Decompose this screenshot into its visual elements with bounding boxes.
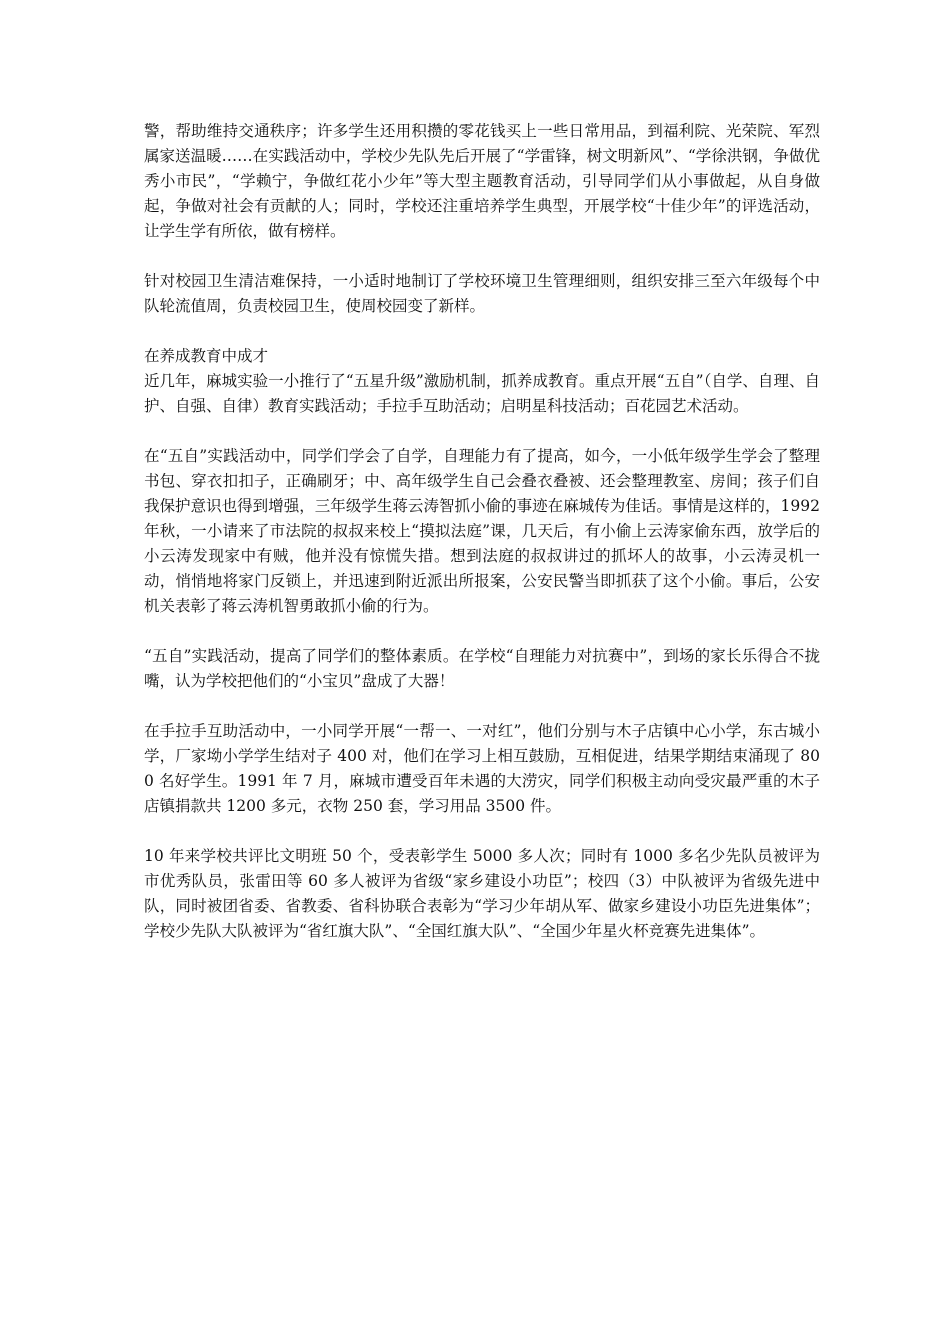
- paragraph-5: “五自”实践活动，提高了同学们的整体素质。在学校“自理能力对抗赛中”，到场的家长乐得合不拢嘴，认为学校把他们的“小宝贝”盘成了大器！: [144, 647, 820, 690]
- paragraph-1: 警，帮助维持交通秩序；许多学生还用积攒的零花钱买上一些日常用品，到福利院、光荣院、军烈属家送温暖……在实践活动中，学校少先队先后开展了“学雷锋，树文明新风”、“学徐洪钢，争做优秀小市民”，“学赖宁，争做红花小少年”等大型主题教育活动，引导同学们从小事做起，从自身做起，争做对社会有贡献的人；同时，学校还注重培养学生典型，开展学校“十佳少年”的评选活动，让学生学有所依，做有榜样。: [144, 122, 820, 240]
- paragraph-6: 在手拉手互助活动中，一小同学开展“一帮一、一对红”，他们分别与木子店镇中心小学，东古城小学，厂家坳小学学生结对子 400 对，他们在学习上相互鼓励，互相促进，结果学期结束涌现了 800 名好学生。1991 年 7 月，麻城市遭受百年未遇的大涝灾，同学们积极主动向受灾最严重的木子店镇捐款共 1200 多元，衣物 250 套，学习用品 3500 件。: [144, 722, 820, 815]
- paragraph-7: 10 年来学校共评比文明班 50 个，受表彰学生 5000 多人次；同时有 1000 多名少先队员被评为市优秀队员，张雷田等 60 多人被评为省级“家乡建设小功臣”；校四（3）中队被评为省级先进中队，同时被团省委、省教委、省科协联合表彰为“学习少年胡从军、做家乡建设小功臣先进集体”；学校少先队大队被评为“省红旗大队”、“全国红旗大队”、“全国少年星火杯竞赛先进集体”。: [144, 847, 820, 940]
- section-heading: 在养成教育中成才: [144, 347, 269, 365]
- paragraph-2: 针对校园卫生清洁难保持，一小适时地制订了学校环境卫生管理细则，组织安排三至六年级每个中队轮流值周，负责校园卫生，使周校园变了新样。: [144, 272, 820, 315]
- paragraph-4: 在“五自”实践活动中，同学们学会了自学，自理能力有了提高，如今，一小低年级学生学会了整理书包、穿衣扣扣子，正确刷牙；中、高年级学生自己会叠衣叠被、还会整理教室、房间；孩子们自我保护意识也得到增强，三年级学生蒋云涛智抓小偷的事迹在麻城传为佳话。事情是这样的，1992 年秋，一小请来了市法院的叔叔来校上“摸拟法庭”课，几天后，有小偷上云涛家偷东西，放学后的小云涛发现家中有贼，他并没有惊慌失措。想到法庭的叔叔讲过的抓坏人的故事，小云涛灵机一动，悄悄地将家门反锁上，并迅速到附近派出所报案，公安民警当即抓获了这个小偷。事后，公安机关表彰了蒋云涛机智勇敢抓小偷的行为。: [144, 447, 820, 615]
- document-body: [144, 119, 820, 969]
- paragraph-3: 近几年，麻城实验一小推行了“五星升级”激励机制，抓养成教育。重点开展“五自”（自学、自理、自护、自强、自律）教育实践活动；手拉手互助活动；启明星科技活动；百花园艺术活动。: [144, 372, 820, 415]
